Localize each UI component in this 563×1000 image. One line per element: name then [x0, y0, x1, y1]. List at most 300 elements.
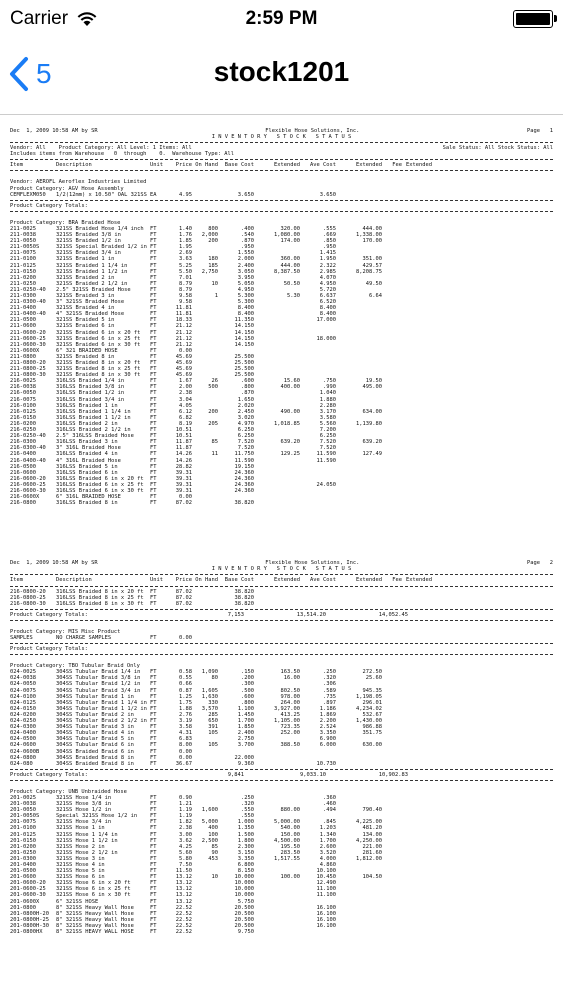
- totals-row: [10, 772, 553, 778]
- table-cell: 38.820: [234, 588, 254, 595]
- table-cell: 200: [208, 408, 218, 415]
- column-header: Extended: [406, 162, 432, 169]
- table-cell: 201-0100: [10, 825, 36, 832]
- table-cell: 1.40: [179, 225, 192, 232]
- table-cell: 321SS Hose 4 in: [56, 862, 105, 868]
- table-cell: 3.00: [179, 831, 192, 838]
- table-cell: 3.04: [179, 396, 192, 403]
- table-cell: 25.500: [234, 353, 254, 360]
- back-button-label: 5: [36, 58, 52, 89]
- table-cell: FT: [150, 794, 157, 801]
- table-cell: 216-0075: [10, 396, 36, 403]
- table-cell: FT: [150, 311, 157, 318]
- table-cell: 304SS Tubular Braid 1 in: [56, 693, 134, 700]
- table-cell: .669: [323, 232, 336, 239]
- table-cell: 5.30: [287, 292, 300, 299]
- table-cell: 201-0150: [10, 837, 36, 844]
- table-cell: FT: [150, 754, 157, 761]
- table-cell: 21.12: [175, 335, 192, 342]
- warehouse-filter: Includes items from Warehouse 0 through 0. Warehouse Type: All: [10, 151, 234, 158]
- table-cell: 3.650: [319, 191, 336, 198]
- table-cell: 5.25: [179, 262, 192, 269]
- table-cell: 17.000: [316, 317, 336, 324]
- table-cell: [402, 635, 432, 641]
- table-cell: FT: [150, 256, 157, 263]
- table-cell: .540: [241, 232, 254, 239]
- table-cell: FT: [150, 329, 157, 336]
- table-cell: 4" 321SS Braided Hose: [56, 311, 125, 318]
- table-cell: FT: [150, 323, 157, 330]
- column-header: Ave Cost: [310, 577, 336, 584]
- table-cell: 790.40: [362, 807, 382, 814]
- table-cell: 3.63: [179, 256, 192, 263]
- totals-value: 7,153: [227, 611, 244, 618]
- table-cell: 3.650: [237, 191, 254, 198]
- table-cell: FT: [150, 427, 157, 434]
- table-cell: 10.100: [316, 868, 336, 875]
- table-cell: 9.360: [237, 760, 254, 767]
- table-cell: [402, 761, 432, 767]
- company-name: Flexible Hose Solutions, Inc.: [265, 560, 360, 567]
- table-cell: 1.880: [319, 396, 336, 403]
- table-cell: 211-0125: [10, 262, 36, 269]
- table-cell: FT: [150, 268, 157, 275]
- table-cell: 285: [208, 711, 218, 718]
- table-cell: 14.26: [175, 451, 192, 458]
- totals-value: [280, 646, 326, 652]
- table-cell: FT: [150, 299, 157, 306]
- table-cell: [336, 192, 382, 198]
- table-cell: 6.250: [237, 433, 254, 440]
- table-cell: CEMFLEXM050: [10, 191, 46, 198]
- table-cell: 316LSS Braided 8 in x 20 ft: [56, 588, 144, 595]
- column-header-row: [10, 577, 553, 583]
- table-cell: 3" 316L Braided Hose: [56, 445, 121, 452]
- table-cell: 272.50: [362, 669, 382, 676]
- column-header: Base Cost: [224, 577, 254, 584]
- table-cell: 216-0600X: [10, 494, 40, 501]
- table-cell: 8" 321SS Heavy Wall Hose: [56, 922, 134, 929]
- table-cell: 50.50: [283, 280, 300, 287]
- table-cell: 216-0500: [10, 463, 36, 470]
- table-cell: 49.50: [365, 280, 382, 287]
- table-cell: 1.88: [179, 705, 192, 712]
- table-cell: [192, 500, 218, 506]
- table-cell: 7.520: [319, 445, 336, 452]
- table-cell: 321SS Hose 1/2 in: [56, 807, 112, 814]
- table-cell: 19.150: [234, 463, 254, 470]
- table-cell: 1.800: [237, 837, 254, 844]
- table-cell: 201-0600-20: [10, 880, 46, 887]
- table-cell: 4.31: [179, 730, 192, 737]
- table-cell: 6.82: [179, 414, 192, 421]
- table-cell: 413.25: [280, 711, 300, 718]
- table-cell: 024-0100: [10, 693, 36, 700]
- table-cell: FT: [150, 274, 157, 281]
- table-cell: .600: [241, 693, 254, 700]
- column-header: Unit: [150, 577, 163, 584]
- table-cell: 20.500: [234, 922, 254, 929]
- table-cell: [336, 929, 382, 935]
- table-cell: 800: [208, 225, 218, 232]
- table-cell: 216-0600-30: [10, 487, 46, 494]
- column-header: Extended: [356, 162, 382, 169]
- table-cell: 532.67: [362, 711, 382, 718]
- table-cell: 18.000: [316, 335, 336, 342]
- table-cell: [382, 500, 402, 506]
- table-cell: 8.79: [179, 280, 192, 287]
- table-cell: [382, 635, 402, 641]
- table-cell: 316LSS Braided 6 in x 25 ft: [56, 481, 144, 488]
- table-cell: 10.450: [316, 874, 336, 881]
- table-cell: FT: [150, 699, 157, 706]
- table-cell: 150.00: [280, 831, 300, 838]
- report-page: [10, 128, 553, 506]
- table-cell: 1.000: [237, 819, 254, 826]
- table-cell: 105: [208, 742, 218, 749]
- table-cell: FT: [150, 341, 157, 348]
- table-cell: 360.00: [280, 256, 300, 263]
- table-cell: .800: [241, 384, 254, 391]
- table-cell: 127.49: [362, 451, 382, 458]
- table-cell: EA: [150, 191, 157, 198]
- table-cell: 3.62: [179, 837, 192, 844]
- table-cell: 7.520: [237, 439, 254, 446]
- table-cell: 321SS Braided 3/8 in: [56, 232, 121, 239]
- table-cell: 7.50: [179, 862, 192, 868]
- table-cell: 1,600: [201, 807, 218, 814]
- table-cell: 024-0150: [10, 705, 36, 712]
- totals-value: [362, 203, 408, 209]
- table-cell: 201-0800: [10, 904, 36, 911]
- totals-value: [280, 203, 326, 209]
- table-cell: FT: [150, 724, 157, 731]
- table-cell: 351.00: [362, 256, 382, 263]
- table-cell: 201-0800H-25: [10, 916, 49, 923]
- table-cell: 2.280: [319, 402, 336, 409]
- table-cell: 316LSS Braided 2 1/2 in: [56, 427, 131, 434]
- table-cell: 1.040: [319, 390, 336, 397]
- table-cell: 11.590: [316, 457, 336, 464]
- table-cell: 185: [208, 262, 218, 269]
- category-header: Product Category: UNB Unbraided Hose: [10, 788, 127, 795]
- table-cell: 2.020: [237, 402, 254, 409]
- table-cell: 8.400: [319, 311, 336, 318]
- table-cell: 1.19: [179, 813, 192, 820]
- table-cell: FT: [150, 904, 157, 911]
- table-cell: 316LSS Braided 3/8 in: [56, 384, 125, 391]
- table-cell: [336, 635, 382, 641]
- table-cell: 321SS Hose 6 in x 25 ft: [56, 886, 131, 893]
- table-cell: 45.69: [175, 372, 192, 379]
- table-cell: .494: [323, 807, 336, 814]
- table-cell: 316LSS Braided 6 in: [56, 469, 118, 476]
- table-cell: FT: [150, 262, 157, 269]
- table-cell: 21.12: [175, 323, 192, 330]
- table-cell: 316LSS Braided 8 in: [56, 500, 118, 507]
- table-cell: 304SS Tubular Braid 2 in: [56, 711, 134, 718]
- table-cell: 321SS Hose 1 1/4 in: [56, 831, 118, 838]
- table-cell: 4,234.02: [356, 705, 382, 712]
- table-cell: 24.360: [234, 481, 254, 488]
- table-cell: 211-0800-30: [10, 372, 46, 379]
- table-cell: 22.52: [175, 904, 192, 911]
- table-cell: 8.400: [319, 305, 336, 312]
- table-cell: 216-0800-30: [10, 600, 46, 607]
- table-cell: 316LSS Braided 3/4 in: [56, 396, 125, 403]
- table-cell: .250: [241, 794, 254, 801]
- table-cell: .750: [323, 378, 336, 385]
- table-cell: 39.31: [175, 487, 192, 494]
- table-cell: 25.60: [365, 675, 382, 682]
- table-cell: 85: [211, 843, 218, 850]
- table-cell: 80: [211, 675, 218, 682]
- table-cell: 28.82: [175, 463, 192, 470]
- table-cell: 45.69: [175, 353, 192, 360]
- table-cell: 2.5" 316LSS Braided Hose: [56, 433, 134, 440]
- table-cell: 25.500: [234, 366, 254, 373]
- table-cell: 11.350: [234, 317, 254, 324]
- table-cell: 19.50: [365, 378, 382, 385]
- table-cell: FT: [150, 748, 157, 755]
- table-cell: 6.520: [319, 299, 336, 306]
- table-cell: .550: [241, 813, 254, 820]
- column-header: Description: [56, 162, 92, 169]
- table-cell: 216-0038: [10, 384, 36, 391]
- table-cell: 316LSS Braided 1 1/2 in: [56, 414, 131, 421]
- table-cell: 8.400: [237, 311, 254, 318]
- table-cell: 216-0800: [10, 500, 36, 507]
- table-cell: 8,208.75: [356, 268, 382, 275]
- table-cell: 8" 321SS HEAVY WALL HOSE: [56, 929, 134, 936]
- table-cell: FT: [150, 693, 157, 700]
- table-cell: 211-0050S: [10, 244, 40, 251]
- table-cell: 330: [208, 699, 218, 706]
- table-cell: 0.00: [179, 635, 192, 641]
- table-cell: 201-0800H-20: [10, 910, 49, 917]
- table-cell: 8" 321SS Heavy Wall Hose: [56, 904, 134, 911]
- column-header: Item: [10, 162, 23, 169]
- table-cell: 0.00: [179, 754, 192, 761]
- table-cell: 10.000: [234, 892, 254, 899]
- totals-row: [10, 612, 553, 618]
- table-cell: 321SS Braided 6 in x 20 ft: [56, 329, 141, 336]
- table-cell: 14.26: [175, 457, 192, 464]
- column-header: Price: [175, 162, 192, 169]
- table-cell: 25.500: [234, 360, 254, 366]
- separator: [10, 643, 553, 644]
- table-cell: 321SS Braided 8 in x 25 ft: [56, 366, 141, 373]
- table-cell: 6.250: [237, 427, 254, 434]
- table-cell: FT: [150, 742, 157, 749]
- table-cell: 2.76: [179, 711, 192, 718]
- separator: [10, 586, 553, 587]
- table-cell: 3.700: [237, 742, 254, 749]
- table-cell: 201-0500: [10, 868, 36, 875]
- table-cell: 453: [208, 855, 218, 862]
- table-cell: 104.50: [362, 874, 382, 881]
- totals-label: Product Category Totals:: [10, 202, 88, 209]
- sale-status-text: Sale Status: All Stock Status: All: [442, 145, 553, 152]
- column-header: Ave Cost: [310, 162, 336, 169]
- table-cell: 304SS Braided Braid 6 in: [56, 748, 134, 755]
- table-cell: FT: [150, 705, 157, 712]
- table-cell: [254, 500, 300, 506]
- table-cell: FT: [150, 594, 157, 601]
- table-cell: 0.87: [179, 687, 192, 694]
- table-cell: 211-0150: [10, 268, 36, 275]
- table-cell: 321SS Braided 3 in: [56, 292, 115, 299]
- totals-label: Product Category Totals:: [10, 611, 88, 618]
- table-cell: 26: [211, 378, 218, 385]
- table-cell: 1.67: [179, 378, 192, 385]
- table-cell: 216-0400-40: [10, 457, 46, 464]
- table-cell: [336, 500, 382, 506]
- table-cell: 1.75: [179, 699, 192, 706]
- category-header: Product Category: BRA Braided Hose: [10, 219, 121, 226]
- table-cell: 11.590: [234, 457, 254, 464]
- table-cell: [300, 929, 336, 935]
- table-cell: 304SS Tubular Braid 1/2 in: [56, 681, 141, 688]
- table-cell: 3.150: [237, 849, 254, 856]
- table-cell: 1: [214, 292, 218, 299]
- table-cell: 321SS Special Braided 1/2 in: [56, 244, 147, 251]
- table-cell: 6.250: [319, 433, 336, 440]
- table-cell: 1.203: [319, 825, 336, 832]
- table-cell: 5.720: [319, 286, 336, 293]
- totals-label: Product Category Totals:: [10, 646, 88, 653]
- table-cell: 2.200: [319, 718, 336, 725]
- table-cell: 495.00: [362, 384, 382, 391]
- table-cell: 211-0300-40: [10, 299, 46, 306]
- nav-title: stock1201: [213, 56, 350, 87]
- table-cell: .950: [323, 244, 336, 251]
- table-cell: 321SS Braided 4 in: [56, 305, 115, 312]
- table-cell: 18.33: [175, 317, 192, 324]
- table-cell: FT: [150, 439, 157, 446]
- table-cell: 216-0800-20: [10, 588, 46, 595]
- table-cell: 024-0050: [10, 681, 36, 688]
- separator: [10, 211, 553, 212]
- table-cell: 201-0600-30: [10, 892, 46, 899]
- table-cell: FT: [150, 819, 157, 826]
- table-cell: 2.38: [179, 825, 192, 832]
- table-cell: .800: [241, 699, 254, 706]
- table-cell: 630.00: [362, 742, 382, 749]
- table-cell: FT: [150, 402, 157, 409]
- table-cell: 195.50: [280, 843, 300, 850]
- separator: [10, 200, 553, 201]
- table-cell: 304SS Tubular Braid 6 in: [56, 742, 134, 749]
- column-header: Price: [175, 577, 192, 584]
- table-cell: FT: [150, 736, 157, 743]
- table-cell: 321SS Braided 1 in: [56, 256, 115, 263]
- table-cell: 3.58: [179, 724, 192, 731]
- table-cell: 211-0200: [10, 274, 36, 281]
- table-cell: 024-0200: [10, 711, 36, 718]
- table-cell: .600: [241, 378, 254, 385]
- table-cell: 3.580: [319, 414, 336, 421]
- table-cell: 216-0800-25: [10, 594, 46, 601]
- table-cell: .400: [241, 225, 254, 232]
- table-cell: 10.730: [316, 760, 336, 767]
- table-cell: 211-0600-30: [10, 341, 46, 348]
- table-cell: FT: [150, 390, 157, 397]
- table-cell: 16.100: [316, 916, 336, 923]
- table-cell: FT: [150, 372, 157, 379]
- table-cell: 321SS Braided 8 in x 20 ft: [56, 360, 141, 366]
- table-cell: [218, 635, 254, 641]
- table-cell: 201-0600: [10, 874, 36, 881]
- table-cell: .950: [241, 244, 254, 251]
- table-row: [10, 761, 553, 767]
- table-cell: FT: [150, 600, 157, 607]
- table-cell: FT: [150, 813, 157, 820]
- table-cell: FT: [150, 481, 157, 488]
- table-cell: 316LSS Braided 4 in: [56, 451, 118, 458]
- table-cell: 6.83: [179, 736, 192, 743]
- table-cell: 11.50: [175, 868, 192, 875]
- table-cell: 6.637: [319, 292, 336, 299]
- table-cell: 351.75: [362, 730, 382, 737]
- table-cell: 1.350: [237, 825, 254, 832]
- table-cell: .360: [323, 794, 336, 801]
- table-cell: FT: [150, 831, 157, 838]
- table-cell: FT: [150, 280, 157, 287]
- totals-value: 9,033.10: [300, 771, 326, 778]
- table-cell: FT: [150, 384, 157, 391]
- table-cell: 321SS Braided 5 in: [56, 317, 115, 324]
- table-cell: 87.02: [175, 500, 192, 507]
- table-cell: 252.00: [280, 730, 300, 737]
- table-cell: 13.12: [175, 880, 192, 887]
- table-cell: .460: [323, 801, 336, 808]
- table-cell: FT: [150, 862, 157, 868]
- table-cell: 100.00: [280, 874, 300, 881]
- table-cell: [382, 601, 402, 607]
- table-cell: 129.25: [280, 451, 300, 458]
- table-cell: 2.400: [237, 730, 254, 737]
- table-cell: 321SS Braided 6 in: [56, 323, 115, 330]
- table-cell: FT: [150, 286, 157, 293]
- table-cell: 1.85: [179, 238, 192, 245]
- document-view[interactable]: [0, 114, 563, 1000]
- table-cell: [300, 500, 336, 506]
- table-cell: 316LSS Braided 6 in x 30 ft: [56, 487, 144, 494]
- table-cell: 13.12: [175, 892, 192, 899]
- table-cell: 304SS Tubular Braid 4 in: [56, 730, 134, 737]
- table-cell: .306: [323, 681, 336, 688]
- table-cell: 11.100: [316, 892, 336, 899]
- table-cell: 2.600: [319, 843, 336, 850]
- table-cell: 38.820: [234, 594, 254, 601]
- table-cell: 201-0125: [10, 831, 36, 838]
- table-cell: 39.31: [175, 469, 192, 476]
- table-cell: 7.520: [319, 439, 336, 446]
- column-header: Fee: [392, 577, 402, 584]
- table-cell: 87.02: [175, 594, 192, 601]
- table-cell: 211-0800: [10, 353, 36, 360]
- table-cell: 321SS Braided 2 1/2 in: [56, 280, 128, 287]
- table-cell: 201-0250: [10, 849, 36, 856]
- table-cell: 221.00: [362, 843, 382, 850]
- table-cell: 10.000: [234, 880, 254, 887]
- table-cell: [402, 192, 432, 198]
- table-cell: FT: [150, 868, 157, 875]
- table-cell: 211-0038: [10, 232, 36, 239]
- table-cell: 11.100: [316, 886, 336, 893]
- table-cell: 105: [208, 730, 218, 737]
